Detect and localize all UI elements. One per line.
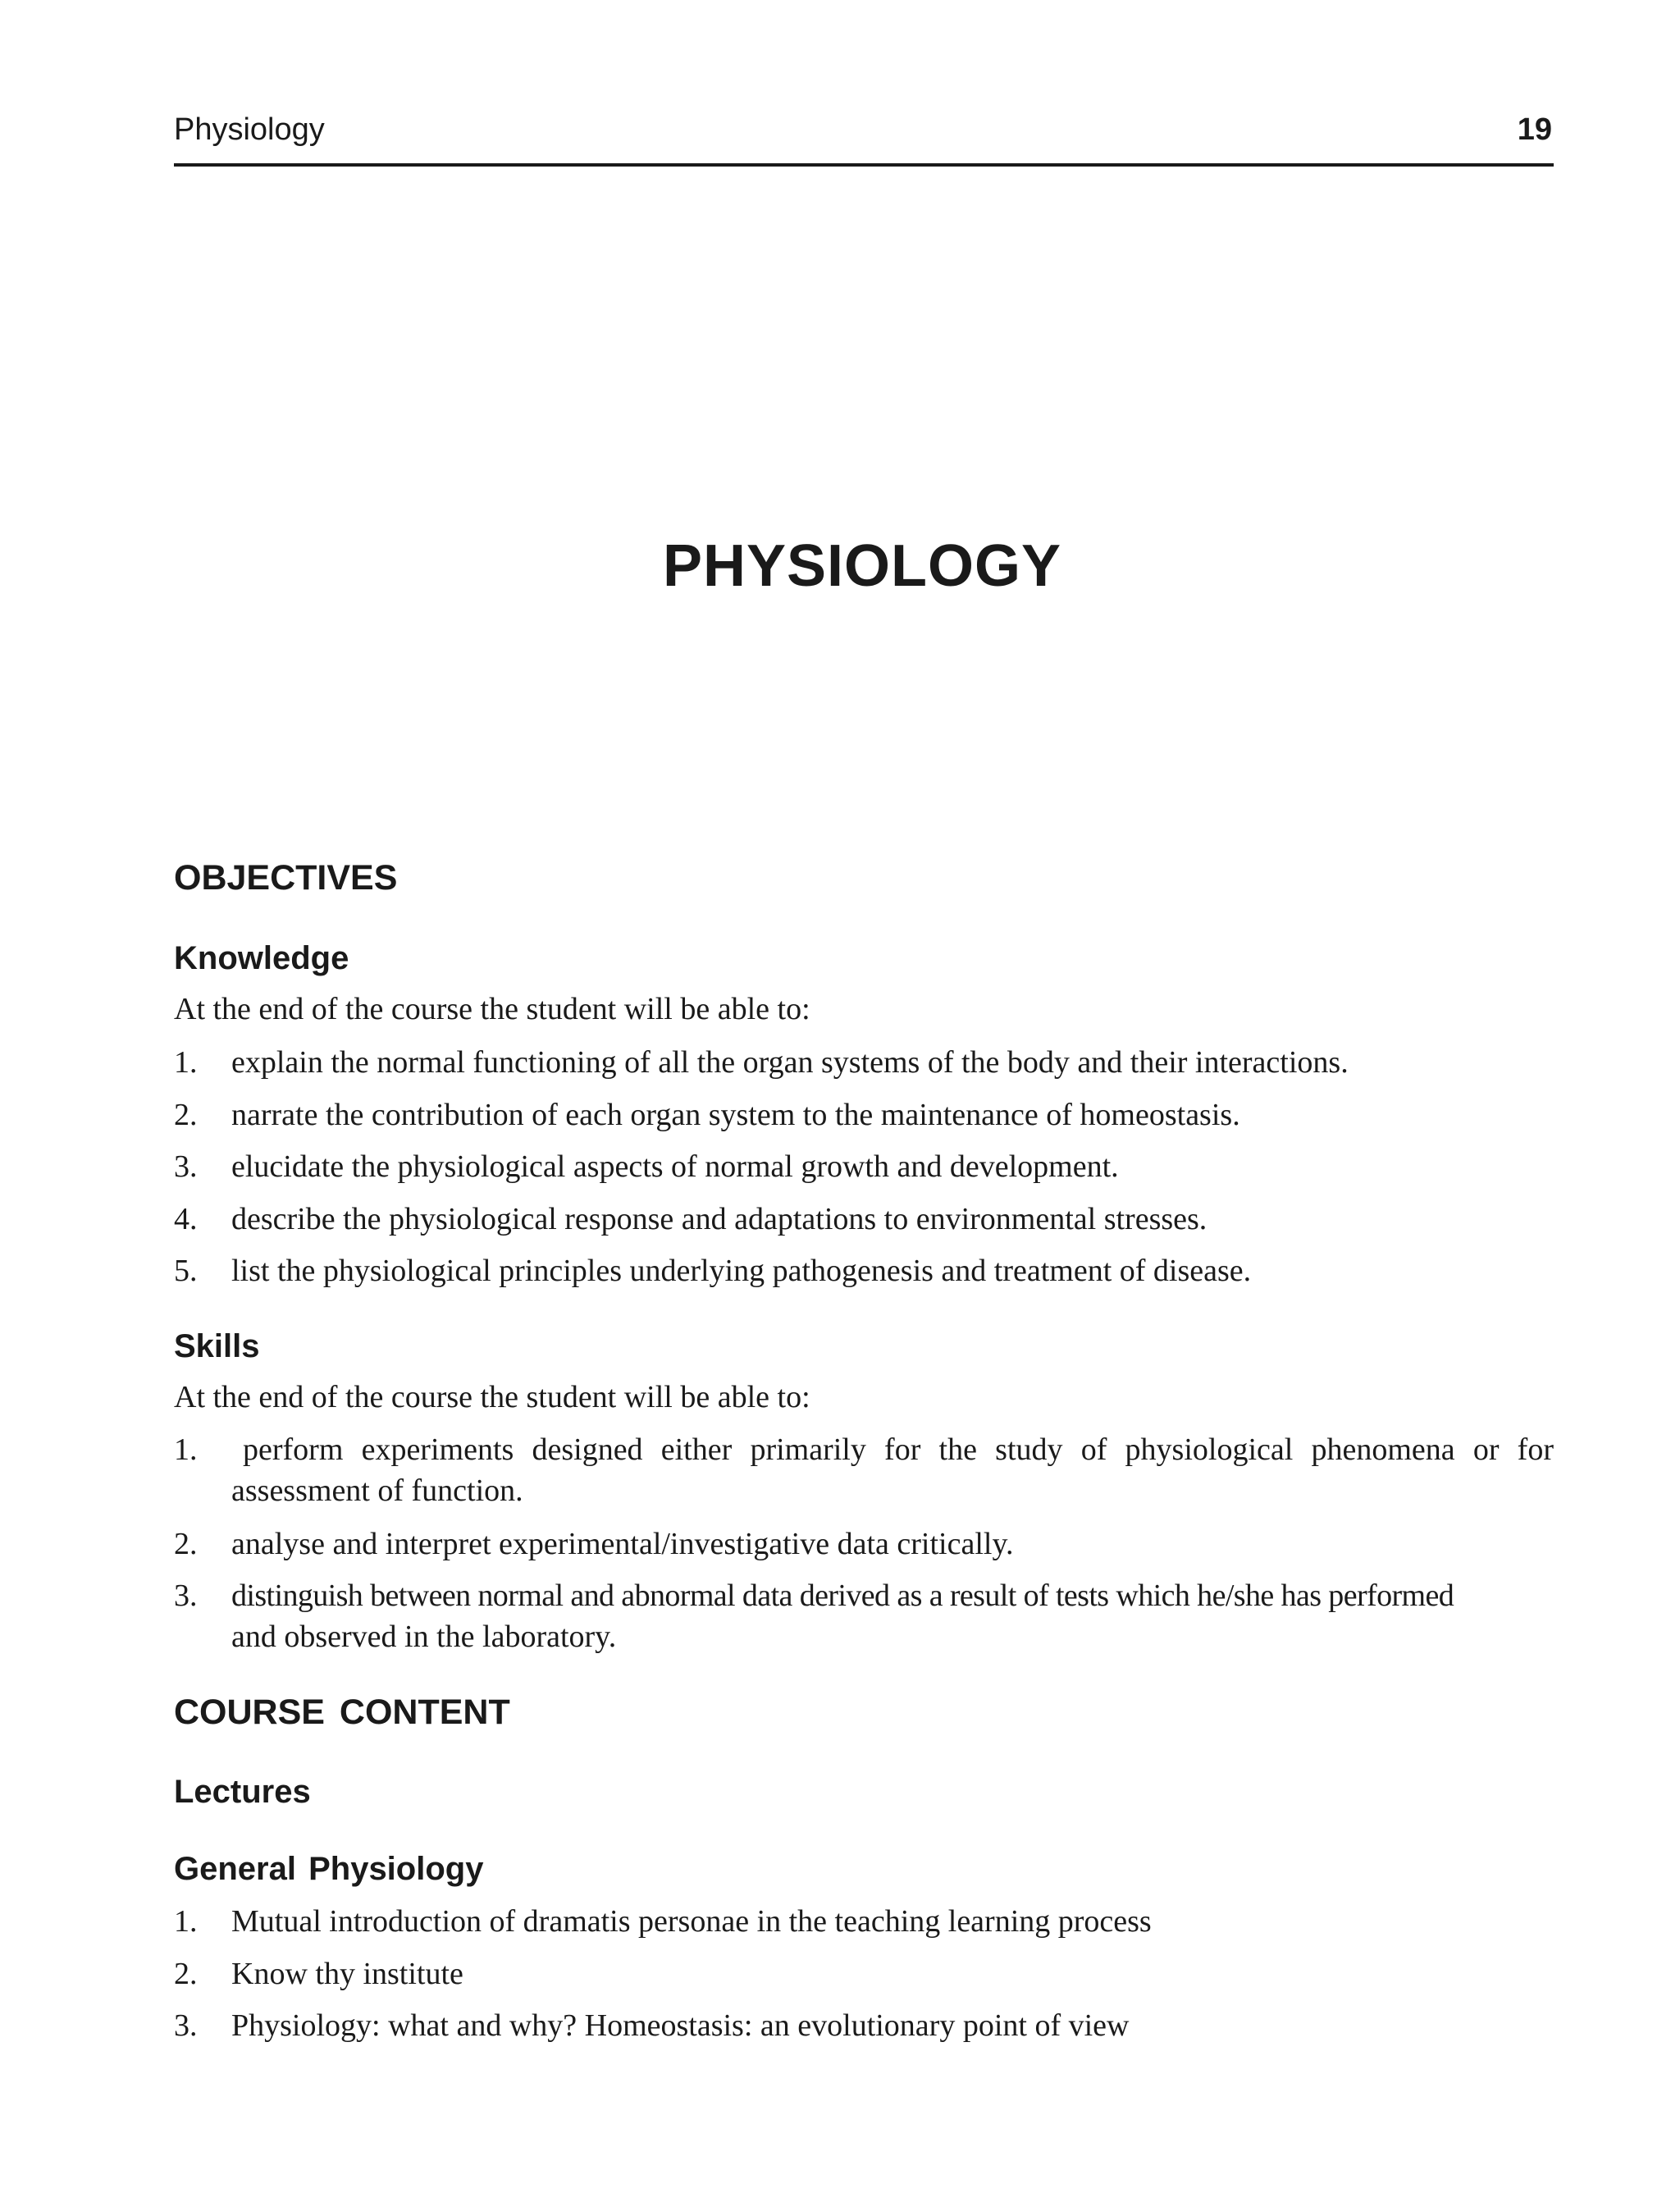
lectures-heading: Lectures — [174, 1774, 311, 1810]
skills-list-item — [174, 1575, 1554, 1657]
list-text: Mutual introduction of dramatis personae in the teaching learning process — [231, 1904, 1152, 1939]
knowledge-list-item — [174, 1199, 1554, 1240]
running-header — [174, 109, 1554, 167]
knowledge-list-item — [174, 1042, 1554, 1083]
list-text: list the physiological principles underlying pathogenesis and treatment of disease. — [231, 1254, 1252, 1288]
list-text — [231, 1575, 1554, 1657]
knowledge-list-item — [174, 1094, 1554, 1135]
knowledge-heading: Knowledge — [174, 940, 349, 976]
list-number: 3. — [174, 1578, 198, 1613]
lecture-list-item — [174, 2005, 1554, 2046]
list-text-line: distinguish between normal and abnormal data derived as a result of tests which he/she has performed — [231, 1578, 1454, 1613]
list-text: narrate the contribution of each organ system to the maintenance of homeostasis. — [231, 1098, 1240, 1132]
list-number: 5. — [174, 1254, 198, 1288]
list-text: Physiology: what and why? Homeostasis: an evolutionary point of view — [231, 2008, 1130, 2043]
lecture-list-item — [174, 1901, 1554, 1942]
list-text: elucidate the physiological aspects of normal growth and development. — [231, 1149, 1119, 1184]
list-number: 1. — [174, 1432, 198, 1467]
skills-heading: Skills — [174, 1328, 260, 1364]
list-text-line: assessment of function. — [231, 1473, 523, 1508]
list-number: 1. — [174, 1045, 198, 1080]
list-text: analyse and interpret experimental/investigative data critically. — [231, 1527, 1014, 1561]
list-text: explain the normal functioning of all the organ systems of the body and their interactions. — [231, 1045, 1349, 1080]
list-text: describe the physiological response and adaptations to environmental stresses. — [231, 1202, 1208, 1236]
list-number: 3. — [174, 2008, 198, 2043]
skills-list-item — [174, 1429, 1554, 1511]
knowledge-list-item — [174, 1250, 1554, 1291]
list-number: 2. — [174, 1957, 198, 1991]
list-text-line: and observed in the laboratory. — [231, 1620, 617, 1654]
list-text — [231, 1429, 1554, 1511]
objectives-heading: OBJECTIVES — [174, 858, 398, 898]
list-number: 2. — [174, 1527, 198, 1561]
list-number: 1. — [174, 1904, 198, 1939]
list-text: Know thy institute — [231, 1957, 463, 1991]
course-content-heading: COURSE CONTENT — [174, 1693, 510, 1732]
skills-list-item — [174, 1524, 1554, 1565]
knowledge-list-item — [174, 1146, 1554, 1187]
list-text-line: perform experiments designed either primarily for the study of physiological phenomena or for — [243, 1432, 1554, 1467]
page-title: PHYSIOLOGY — [662, 533, 1062, 599]
list-number: 3. — [174, 1149, 198, 1184]
skills-intro: At the end of the course the student will be able to: — [174, 1380, 810, 1414]
list-number: 4. — [174, 1202, 198, 1236]
lecture-list-item — [174, 1953, 1554, 1994]
knowledge-intro: At the end of the course the student will be able to: — [174, 992, 810, 1026]
header-title: Physiology — [174, 112, 325, 147]
page-number: 19 — [1517, 112, 1552, 147]
general-physiology-heading: General Physiology — [174, 1851, 484, 1887]
list-number: 2. — [174, 1098, 198, 1132]
